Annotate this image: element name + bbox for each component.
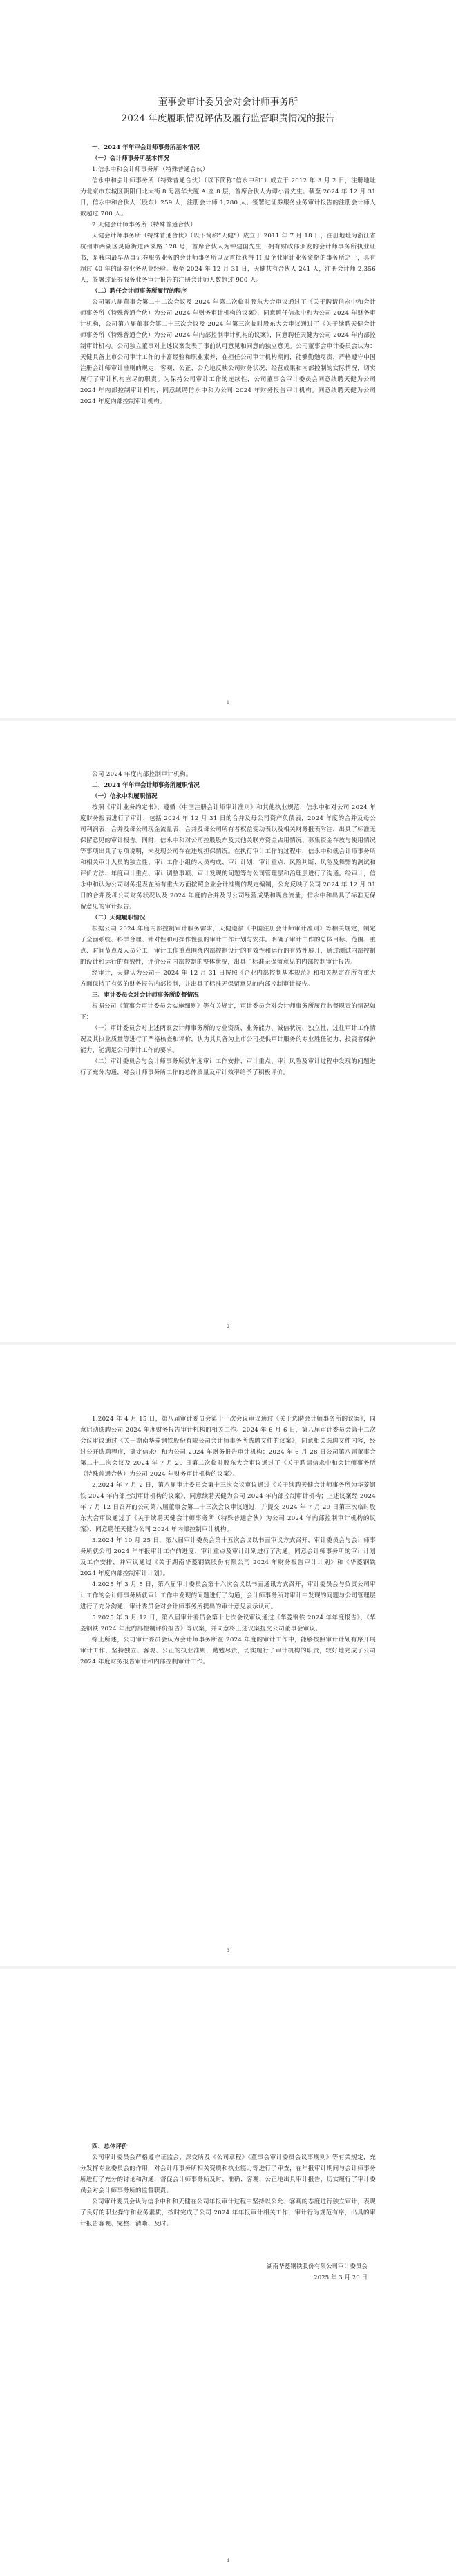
paragraph: 天健会计师事务所（特殊普通合伙）（以下简称“天健”）成立于 2011 年 7 月 18 日，注册地址为浙江省杭州市西湖区灵隐街道西溪路 128 号，首席合伙人为钟建国先生，拥有财政部颁发的会计师事务所执业证书，是我国最早从事证券服务业务的会计师事务所以及首批获得 H 股企业审计业务资格的事务所之一，具有超过 40 年的证券业务从业经验。截至 2024 年 12 月 31 日，天健共有合伙人 241 人，注册会计师 2,356 人，签署过证券服务业务审计报告的注册会计师人数超过 900 人。 bbox=[80, 233, 376, 284]
page-number: 2 bbox=[226, 1324, 230, 1329]
page-number: 4 bbox=[226, 2558, 230, 2564]
paragraph: 经审计，天健认为公司于 2024 年 12 月 31 日按照《企业内部控制基本规范》和相关规定在所有重大方面保持了有效的财务报告内部控制，并出具了标准无保留意见的内部控制审计报告。 bbox=[80, 970, 376, 988]
title-line-2: 2024 年度履职情况评估及履行监督职责情况的报告 bbox=[121, 113, 335, 124]
paragraph: 按照《审计业务约定书》，遵循《中国注册会计师审计准则》和其他执业规范，信永中和对公司 2024 年度财务报表进行了审计，包括 2024 年 12 月 31 日的合并及母公司资产负债表，2024 年度的合并及母公司利润表、合并及母公司现金流量表、合并及母公司所有者权益变动表以及相关财务报表附注，出具了标准无保留意见的审计报告。同时，信永中和对公司控股股东及其他关联方资金占用情况、募集资金存放与使用情况等事项出具了专项说明，未发现公司存在违规担保情况。在执行审计工作的过程中，信永中和就会计师事务所和相关审计人员的独立性、审计工作小组的人员构成、审计计划、审计重点、风险判断、风险及舞弊的测试和评价方法、年度审计重点、审计调整事项、审计发现的问题等与公司管理层和治理层进行了沟通。经审计，信永中和认为公司财务报表在所有重大方面按照企业会计准则的规定编制，公允反映了公司 2024 年 12 月 31 日的合并及母公司财务状况以及 2024 年度的合并及母公司经营成果和现金流量，信永中和出具了标准无保留意见的审计报告。 bbox=[80, 804, 376, 910]
paragraph: 2.2024 年 7 月 2 日，第八届审计委员会第十三次会议审议通过《关于续聘天健会计师事务所为华菱钢铁 2024 年内部控制审计机构的议案》，同意续聘天健为公司 2024 年内部控制审计机构；上述议案经 2024 年 7 月 12 日召开的公司第八届董事会第二十三次会议审议通过，并提交 2024 年 7 月 29 日第三次临时股东大会审议通过了《关于续聘天健会计师事务所（特殊普通合伙）为公司 2024 年内部控制审计机构的议案》，同意聘任天健为公司 2024 年内部控制审计机构。 bbox=[80, 1482, 376, 1533]
page-number: 3 bbox=[226, 1948, 230, 1953]
page-number: 1 bbox=[226, 700, 230, 705]
section-heading: （一）信永中和履职情况 bbox=[92, 793, 158, 800]
paragraph: 综上所述，公司审计委员会认为会计师事务所在 2024 年度的审计工作中，能够按照审计计划有序开展审计工作，坚持独立、客观、公正的执业准则，勤勉尽责，切实履行了审计机构的职责，较好地完成了公司 2024 年度财务报告审计和内部控制审计工作。 bbox=[80, 1637, 376, 1666]
section-heading: 二、2024 年年审会计师事务所履职情况 bbox=[92, 782, 200, 789]
title-line-1: 董事会审计委员会对会计师事务所 bbox=[158, 97, 298, 108]
paragraph: 3.2024 年 10 月 25 日，第八届审计委员会第十五次会议以书面审议方式召开，审计委员会与会计师事务所就公司 2024 年年报审计工作的进度、审计重点及审计计划进行了沟通，同意会计师事务所的审计计划及工作安排，并审议通过《关于湖南华菱钢铁股份有限公司 2024 年财务报告审计计划》和《华菱钢铁 2024 年度内部控制审计计划》。 bbox=[80, 1537, 376, 1577]
paragraph: 1.2024 年 4 月 15 日，第八届审计委员会第十一次会议审议通过《关于选聘会计师事务所的议案》，同意启动选聘公司 2024 年度财务报告审计机构的相关工作。2024 年 6 月 6 日，第八届审计委员会第十二次会议审议通过《关于湖南华菱钢铁股份有限公司会计师事务所选聘文件的议案》，同意相关选聘文件内容，经过公开选聘程序，确定信永中和为公司 2024 年财务报告审计机构；2024 年 6 月 28 日公司第八届董事会第二十二次会议及 2024 年 7 月 29 日第二次临时股东大会审议通过了《关于聘请信永中和会计师事务所（特殊普通合伙）为公司 2024 年财务审计机构的议案》。 bbox=[80, 1416, 376, 1478]
page-2-body bbox=[80, 769, 376, 1078]
section-heading: 一、2024 年年审会计师事务所基本情况 bbox=[92, 144, 200, 151]
page-4-body bbox=[80, 2141, 376, 2229]
section-heading: 四、总体评价 bbox=[92, 2143, 128, 2150]
report-title bbox=[80, 94, 376, 127]
page-3 bbox=[0, 1345, 456, 1966]
signature-date: 2025 年 3 月 20 日 bbox=[314, 2274, 368, 2281]
paragraph: 5.2025 年 3 月 12 日，第八届审计委员会第十七次会议审议通过《华菱钢铁 2024 年年度报告》、《华菱钢铁 2024 年度内部控制评价报告》等议案，并同意将上述议案提交公司董事会审议。 bbox=[80, 1614, 376, 1632]
paragraph: 信永中和会计师事务所（特殊普通合伙）（以下简称“信永中和”）成立于 2012 年 3 月 2 日，注册地址为北京市东城区朝阳门北大街 8 号富华大厦 A 座 8 层，首席合伙人为谭小青先生。截至 2024 年 12 月 31 日，信永中和合伙人（股东）259 人，注册会计师 1,780 人。签署过证券服务业务审计报告的注册会计师人数超过 700 人。 bbox=[80, 177, 376, 217]
paragraph: 公司 2024 年度内部控制审计机构。 bbox=[92, 771, 192, 778]
paragraph: 4.2025 年 3 月 5 日，第八届审计委员会第十六次会议以书面通讯方式召开，审计委员会与负责公司审计工作的会计师事务所就审计工作中发现的问题进行了沟通，会计师事务所对审计中发现的问题与公司管理层进行了充分沟通，审计委员会对会计师事务所提出的审计意见表示认可。 bbox=[80, 1581, 376, 1610]
paragraph: 2.天健会计师事务所（特殊普通合伙） bbox=[92, 222, 197, 228]
section-heading: （一）会计师事务所基本情况 bbox=[92, 155, 169, 162]
signature-block bbox=[80, 2261, 376, 2283]
page-1 bbox=[0, 0, 456, 718]
paragraph: 公司审计委员会认为信永中和和天健在公司年报审计过程中坚持以公允、客观的态度进行独立审计，表现了良好的职业操守和业务素质，按时完成了公司 2024 年年报审计相关工作，审计行为规范有序，出具的审计报告客观、完整、清晰、及时。 bbox=[80, 2198, 376, 2227]
signature-company: 湖南华菱钢铁股份有限公司审计委员会 bbox=[266, 2263, 368, 2270]
page-3-body bbox=[80, 1414, 376, 1668]
section-heading: 三、审计委员会对会计师事务所监督情况 bbox=[92, 992, 199, 999]
paragraph: 根据公司 2024 年度内部控制审计服务需求，天健遵循《中国注册会计师审计准则》等相关规定，制定了全面系统、科学合理、针对性和可操作性强的审计工作计划与安排。明确了审计工作的总体目标、范围、重点、时间节点及人员分工，审计工作重点围绕内部控制设计的有效性和运行的有效性展开，通过测试内部控制的设计和运行的有效性，评价公司内部控制的整体状况，出具了标准无保留意见的内部控制审计报告。 bbox=[80, 926, 376, 966]
paragraph: 根据公司《董事会审计委员会实施细则》等有关规定，审计委员会对会计师事务所履行监督职责的情况如下： bbox=[80, 1003, 376, 1021]
page-4 bbox=[0, 1969, 456, 2576]
section-heading: （二）天健履职情况 bbox=[92, 915, 146, 921]
section-heading: （二）聘任会计师事务所履行的程序 bbox=[92, 288, 187, 295]
paragraph: 公司第八届董事会第二十二次会议及 2024 年第二次临时股东大会审议通过了《关于聘请信永中和会计师事务所（特殊普通合伙）为公司 2024 年财务审计机构的议案》，同意聘任信永中和为公司 2024 年财务审计机构，公司第八届董事会第二十三次会议及 2024 年第三次临时股东大会审议通过了《关于续聘天健会计师事务所（特殊普通合伙）为公司 2024 年内部控制审计机构的议案》，同意聘任天健为公司 2024 年内部控制审计机构。公司独立董事对上述议案发表了事前认可意见和同意的独立意见。公司董事会审计委员会认为：天健具备上市公司审计工作的丰富经验和职业素养，在担任公司审计机构期间，能够勤勉尽责，严格遵守中国注册会计师审计准则的规定，客观、公正、公允地反映公司财务状况、经营成果和内部控制的实际情况，切实履行了审计机构应尽的职责。为保持公司审计工作的连续性，公司董事会审计委员会同意续聘天健为公司 2024 年内部控制审计机构，同意续聘信永中和为公司 2024 年财务报告审计机构。同意续聘天健为公司 2024 年度内部控制审计机构。 bbox=[80, 299, 376, 405]
paragraph: 1.信永中和会计师事务所（特殊普通合伙） bbox=[92, 166, 209, 173]
paragraph: （二）审计委员会与会计师事务所就年度审计工作安排、审计重点、审计风险及审计过程中发现的问题进行了充分沟通，对会计师事务所工作的总体质量及审计效率给予了积极评价。 bbox=[80, 1058, 376, 1076]
page-1-body bbox=[80, 142, 376, 407]
page-2 bbox=[0, 721, 456, 1342]
paragraph: （一）审计委员会对上述两家会计师事务所的专业资质、业务能力、诚信状况、独立性、过往审计工作情况及其执业质量等进行了严格核查和评价，认为其具备为上市公司提供审计服务的专业胜任能力、投资者保护能力，能满足公司审计工作的要求。 bbox=[80, 1025, 376, 1054]
paragraph: 公司审计委员会严格遵守证监会、深交所及《公司章程》《董事会审计委员会议事规则》等有关规定，充分发挥专业委员会的作用，对会计师事务所相关资质和执业能力等进行了审查，在年报审计期间与会计师事务所进行了充分的讨论和沟通，督促会计师事务所及时、准确、客观、公正地出具审计报告，切实履行了审计委员会对会计师事务所的监督职责。 bbox=[80, 2154, 376, 2194]
